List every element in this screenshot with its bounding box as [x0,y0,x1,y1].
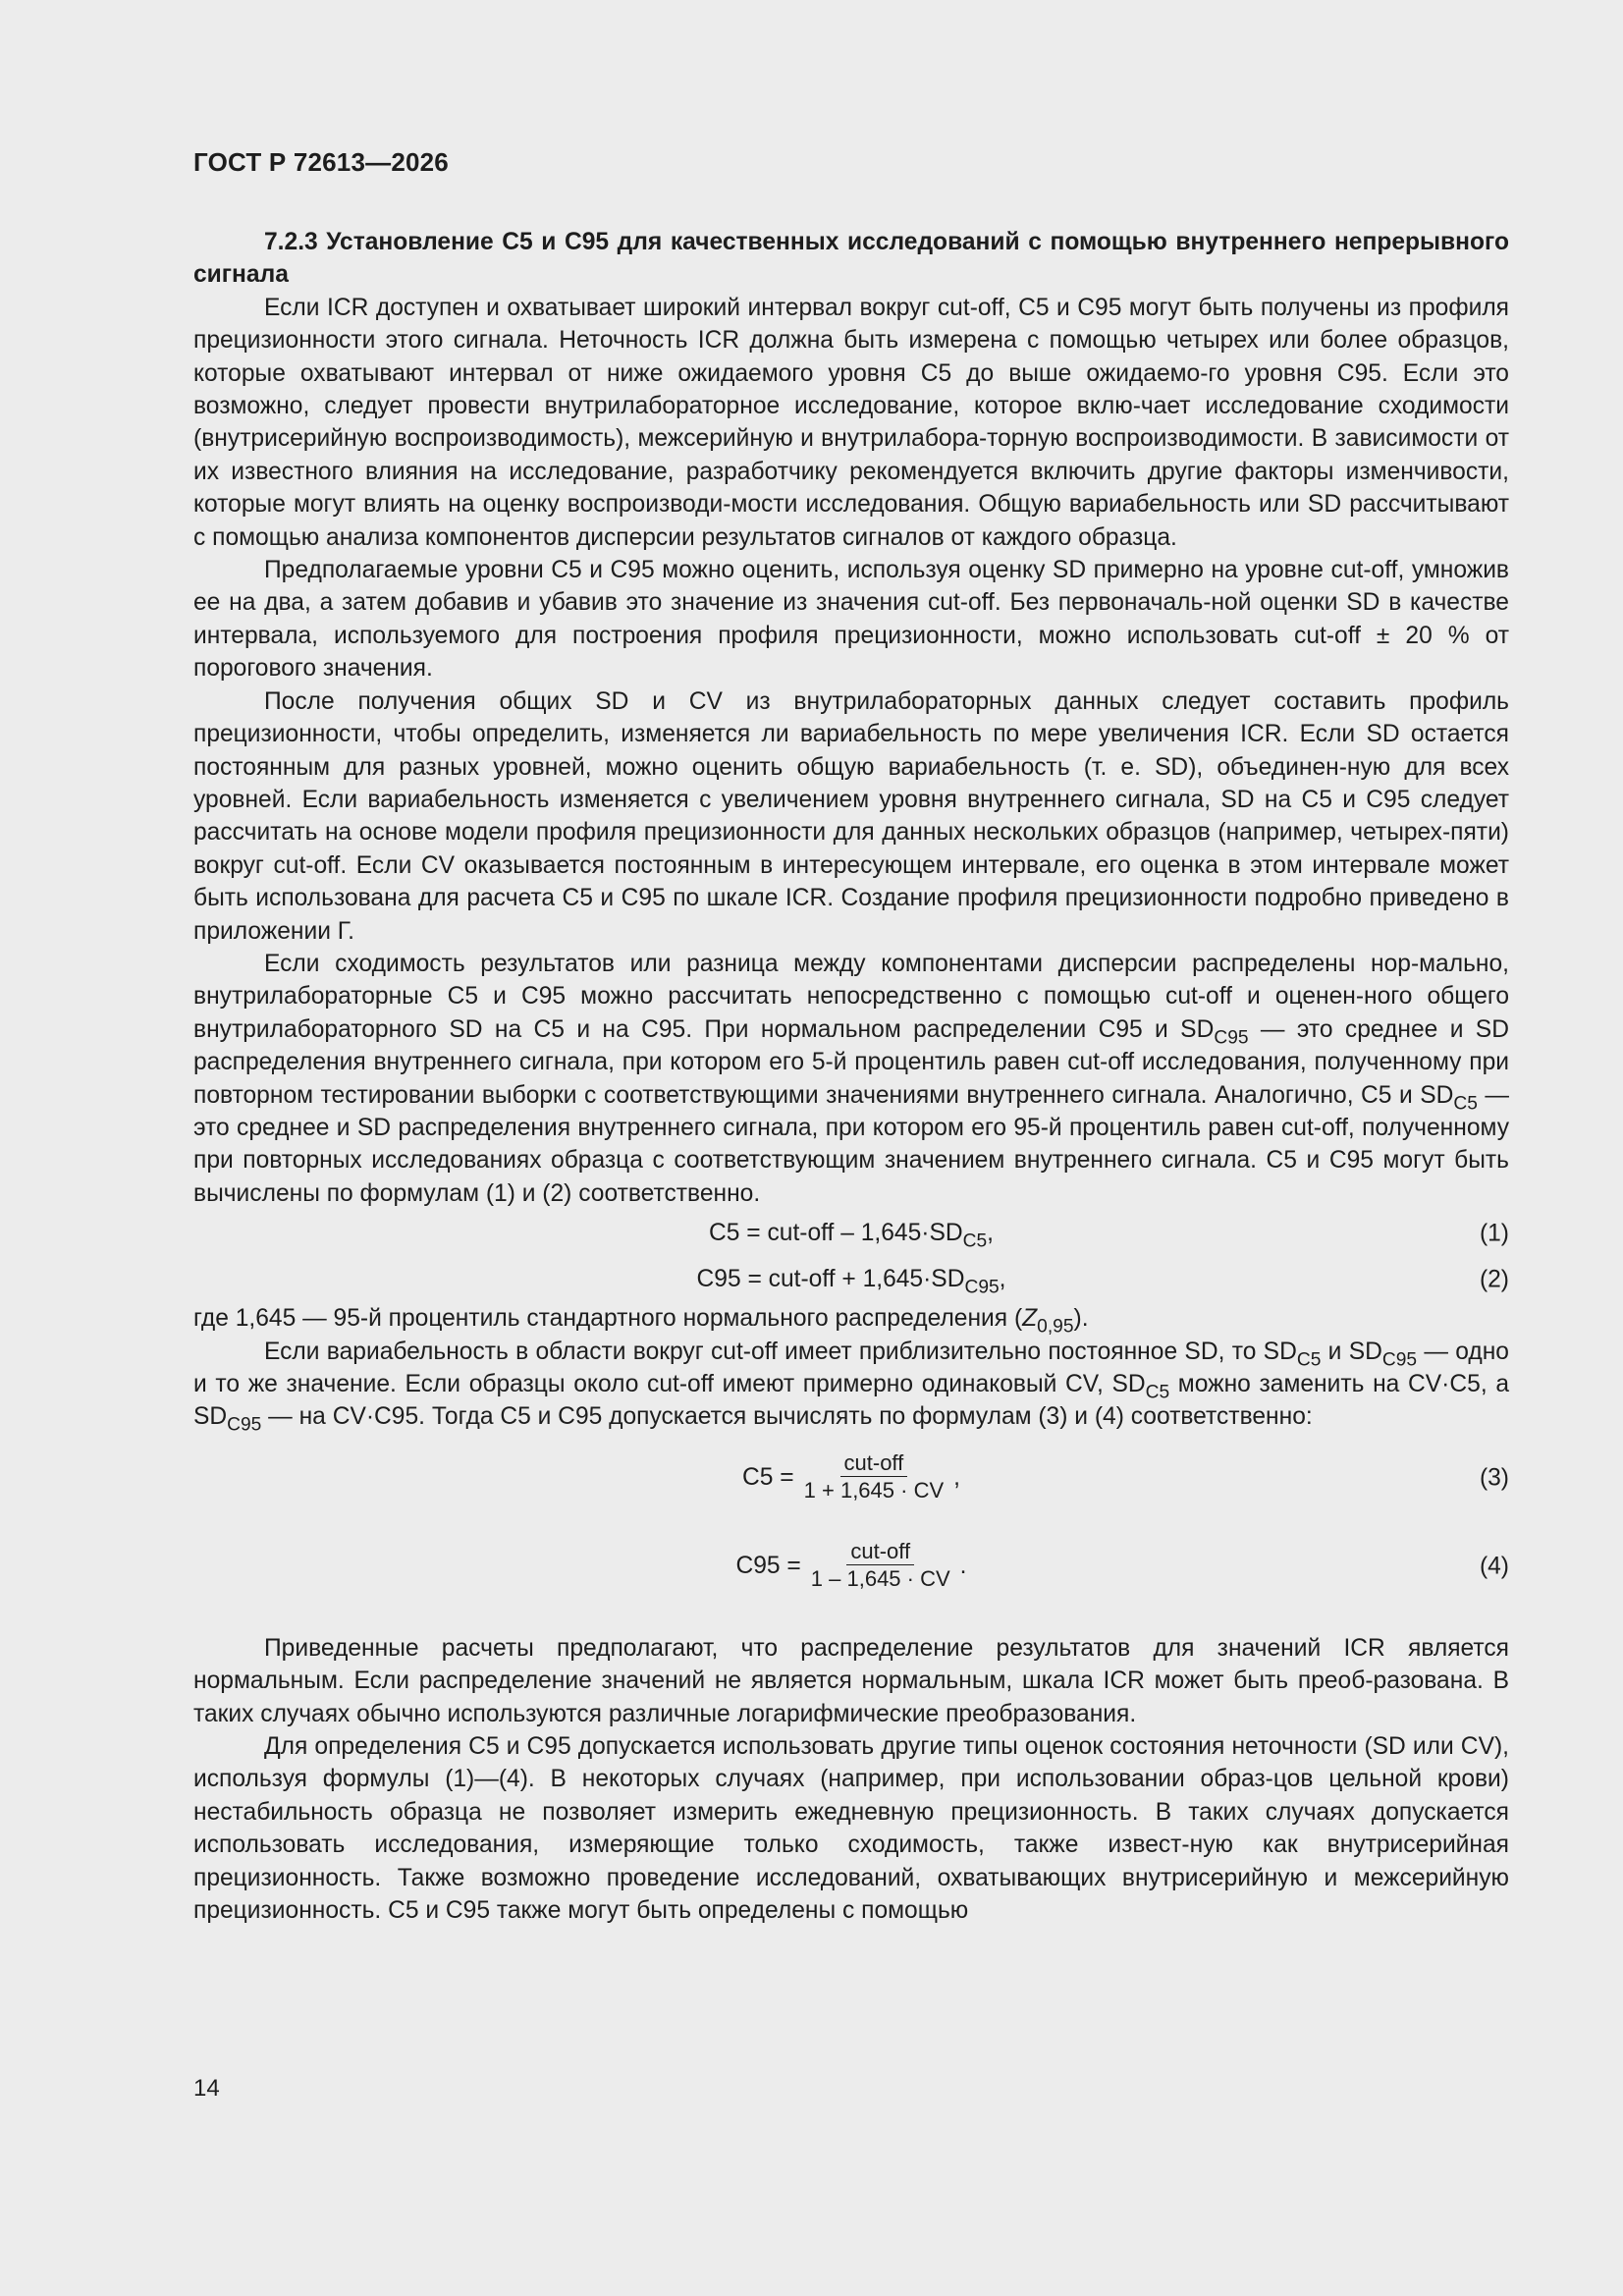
fraction: $\frac{\text{cut-off}}{1 + 1,645 \cdot CV}$ [803,1450,945,1503]
paragraph-7: Для определения C5 и C95 допускается использовать другие типы оценок состояния неточности (SD или CV), используя формулы (1)—(4). В некоторых случаях (например, при использовании образ-цов цельной крови) нестабильность образца не позволяет измерить ежедневную прецизионность. В таких случаях допускается использовать исследования, измеряющие только сходимость, также извест-ную как внутрисерийная прецизионность. Также возможно проведение исследований, охватывающих внутрисерийную и межсерийную прецизионность. C5 и C95 также могут быть определены с помощью [193,1733,1509,1925]
where-line: где 1,645 — 95-й процентиль стандартного нормального распределения $(Z_{0,95})$. [193,1305,1089,1338]
paragraph-2: Предполагаемые уровни C5 и C95 можно оценить, используя оценку SD примерно на уровне cut-off, умножив ее на два, а затем добавив и убавив это значение из значения cut-off. Без первоначаль-ной оценки SD в качестве интервала, используемого для построения профиля прецизионности, можно использовать cut-off ± 20 % от порогового значения. [193,557,1509,683]
equation-4: C95 = $\frac{\text{cut-off}}{1 - 1,645 \cdot CV}$ . (4) [735,1539,1509,1592]
paragraph-1: Если ICR доступен и охватывает широкий интервал вокруг cut-off, C5 и C95 могут быть получены из профиля прецизионности этого сигнала. Неточность ICR должна быть измерена с помощью четырех или более образцов, которые охватывают интервал от ниже ожидаемого уровня C5 до выше ожидаемо-го уровня C95. Если это возможно, следует провести внутрилабораторное исследование, которое вклю-чает исследование сходимости (внутрисерийную воспроизводимость), межсерийную и внутрилабора-торную воспроизводимости. В зависимости от их известного влияния на исследование, разработчику рекомендуется включить другие факторы изменчивости, которые могут влиять на оценку воспроизводи-мости исследования. Общую вариабельность или SD рассчитывают с помощью анализа компонентов дисперсии результатов сигналов от каждого образца. [193,294,1509,551]
equation-3: C5 = $\frac{\text{cut-off}}{1 + 1,645 \cdot CV}$ , (3) [742,1450,1509,1503]
equation-1: $C5 = cut-off - 1,645\cdot SD_{C5}$, (1) [193,1210,1509,1256]
fraction: $\frac{\text{cut-off}}{1 - 1,645 \cdot CV}$ [810,1539,950,1592]
document-body [193,226,1509,1927]
equation-number: (3) [1479,1464,1509,1492]
paragraph-6: Приведенные расчеты предполагают, что распределение результатов для значений ICR является нормальным. Если распределение значений не является нормальным, шкала ICR может быть преоб-разована. В таких случаях обычно используются различные логарифмические преобразования. [193,1634,1509,1727]
section-heading: 7.2.3 Установление C5 и C95 для качественных исследований с помощью внутреннего непрерывного сигнала [193,229,1509,289]
equation-2: $C95 = cut-off + 1,645\cdot SD_{C95}$, (2) [193,1256,1509,1302]
equation-number: (4) [1479,1553,1509,1580]
equation-number: (2) [1479,1265,1509,1292]
page-number: 14 [193,2075,220,2102]
paragraph-4: Если сходимость результатов или разница между компонентами дисперсии распределены нор-мально, внутрилабораторные C5 и C95 можно рассчитать непосредственно с помощью cut-off и оценен-ного общего внутрилабораторного SD на C5 и на C95. При нормальном распределении C95 и $SD_{C95}$ — это среднее и SD распределения внутреннего сигнала, при котором его 5-й процентиль равен cut-off исследования, полученному при повторном тестировании выборки с соответствующими значениями внутреннего сигнала. Аналогично, C5 и $SD_{C5}$ — это среднее и SD распределения внутреннего сигнала, при котором его 95-й процентиль равен cut-off, полученному при повторных исследованиях образца с соответствующим значением внутреннего сигнала. C5 и C95 могут быть вычислены по формулам (1) и (2) соответственно. [193,950,1509,1207]
document-header: ГОСТ Р 72613—2026 [193,147,449,177]
paragraph-5: Если вариабельность в области вокруг cut-off имеет приблизительно постоянное SD, то $SD_{C5}$ и $SD_{C95}$ — одно и то же значение. Если образцы около cut-off имеют примерно одинаковый CV, $SD_{C5}$ можно заменить на CV·C5, а $SD_{C95}$ — на CV·C95. Тогда C5 и C95 допускается вычислять по формулам (3) и (4) соответственно: [193,1338,1509,1437]
equation-number: (1) [1479,1219,1509,1246]
paragraph-3: После получения общих SD и CV из внутрилабораторных данных следует составить профиль прецизионности, чтобы определить, изменяется ли вариабельность по мере увеличения ICR. Если SD остается постоянным для разных уровней, можно оценить общую вариабельность (т. е. SD), объединен-ную для всех уровней. Если вариабельность изменяется с увеличением уровня внутреннего сигнала, SD на C5 и C95 следует рассчитать на основе модели профиля прецизионности для данных нескольких образцов (например, четырех-пяти) вокруг cut-off. Если CV оказывается постоянным в интересующем интервале, его оценка в этом интервале может быть использована для расчета C5 и C95 по шкале ICR. Создание профиля прецизионности подробно приведено в приложении Г. [193,687,1509,945]
